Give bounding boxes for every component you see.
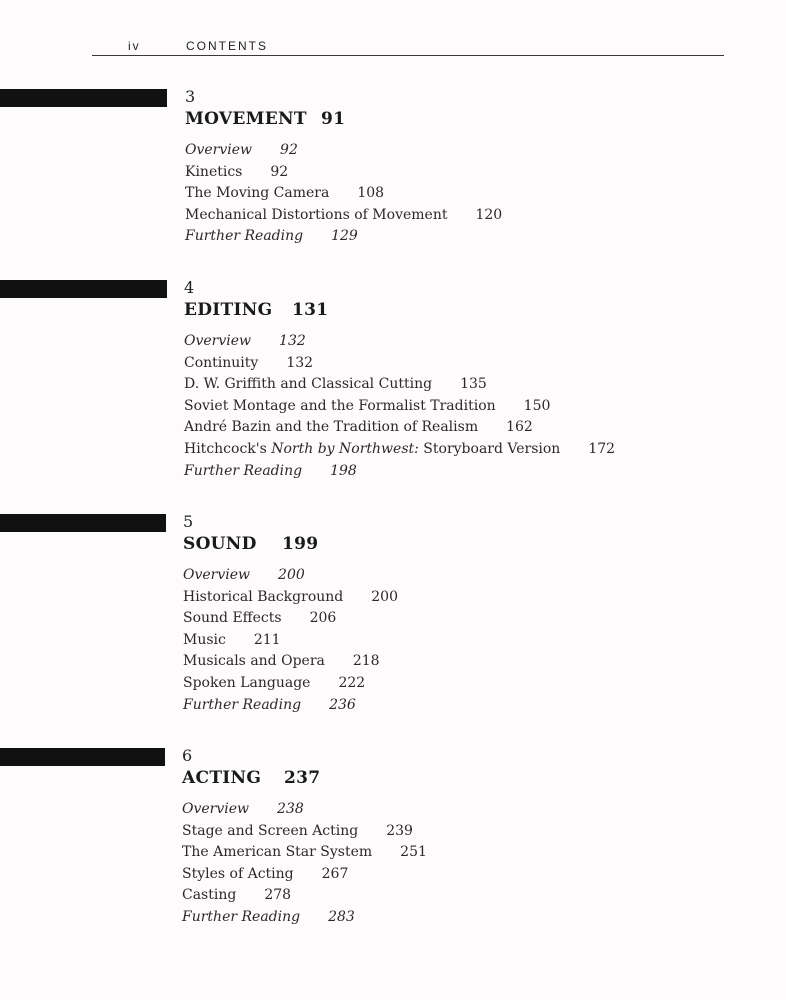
chapter-entries — [183, 565, 398, 716]
entry-musicals-opera[interactable]: Musicals and Opera 218 — [183, 653, 380, 670]
chapter-heading[interactable] — [183, 534, 383, 554]
entry-music[interactable]: Music 211 — [183, 631, 281, 648]
entry-mechanical-distortions[interactable]: Mechanical Distortions of Movement 120 — [185, 206, 503, 223]
entry-kinetics[interactable]: Kinetics 92 — [185, 163, 289, 180]
running-head-title: CONTENTS — [186, 39, 268, 53]
entry-styles-of-acting[interactable]: Styles of Acting 267 — [182, 865, 349, 882]
chapter-number: 6 — [182, 746, 193, 765]
chapter-title: MOVEMENT — [185, 109, 307, 129]
page-number: iv — [128, 39, 141, 53]
entry-further-reading[interactable]: Further Reading 283 — [182, 908, 355, 925]
entry-continuity[interactable]: Continuity 132 — [184, 354, 314, 371]
running-head — [92, 38, 724, 56]
chapter-number: 5 — [183, 512, 194, 531]
entry-further-reading[interactable]: Further Reading 236 — [183, 696, 356, 713]
chapter-number: 4 — [184, 278, 195, 297]
entry-moving-camera[interactable]: The Moving Camera 108 — [185, 185, 385, 202]
entry-overview[interactable]: Overview 200 — [183, 567, 305, 583]
chapter-page: 199 — [282, 534, 319, 554]
chapter-bar — [0, 514, 166, 532]
chapter-bar — [0, 280, 167, 298]
chapter-page: 91 — [321, 109, 346, 129]
chapter-title: ACTING — [182, 768, 262, 788]
chapter-number: 3 — [185, 87, 196, 106]
entry-spoken-language[interactable]: Spoken Language 222 — [183, 674, 366, 691]
entry-bazin[interactable]: André Bazin and the Tradition of Realism 162 — [184, 419, 533, 436]
chapter-heading[interactable] — [182, 768, 382, 788]
entry-further-reading[interactable]: Further Reading 198 — [184, 462, 357, 479]
chapter-entries — [185, 140, 502, 248]
entry-hitchcock-storyboard[interactable]: Hitchcock's North by Northwest: Storyboard Version 172 — [184, 440, 616, 457]
chapter-bar — [0, 89, 167, 107]
chapter-page: 237 — [284, 768, 321, 788]
chapter-title: SOUND — [183, 534, 257, 554]
chapter-bar — [0, 748, 165, 766]
chapter-entries — [182, 799, 427, 929]
entry-griffith[interactable]: D. W. Griffith and Classical Cutting 135 — [184, 376, 487, 393]
entry-soviet-montage[interactable]: Soviet Montage and the Formalist Tradition 150 — [184, 397, 551, 414]
chapter-heading[interactable] — [184, 300, 384, 320]
chapter-title: EDITING — [184, 300, 273, 320]
entry-sound-effects[interactable]: Sound Effects 206 — [183, 610, 337, 627]
entry-overview[interactable]: Overview 92 — [185, 142, 298, 158]
entry-historical-background[interactable]: Historical Background 200 — [183, 588, 398, 605]
entry-overview[interactable]: Overview 132 — [184, 333, 306, 349]
entry-overview[interactable]: Overview 238 — [182, 801, 304, 817]
chapter-page: 131 — [292, 300, 329, 320]
entry-american-star-system[interactable]: The American Star System 251 — [182, 844, 427, 861]
entry-further-reading[interactable]: Further Reading 129 — [185, 228, 358, 245]
entry-casting[interactable]: Casting 278 — [182, 887, 292, 904]
entry-stage-screen-acting[interactable]: Stage and Screen Acting 239 — [182, 822, 413, 839]
chapter-heading[interactable] — [185, 109, 385, 129]
chapter-entries — [184, 331, 615, 482]
